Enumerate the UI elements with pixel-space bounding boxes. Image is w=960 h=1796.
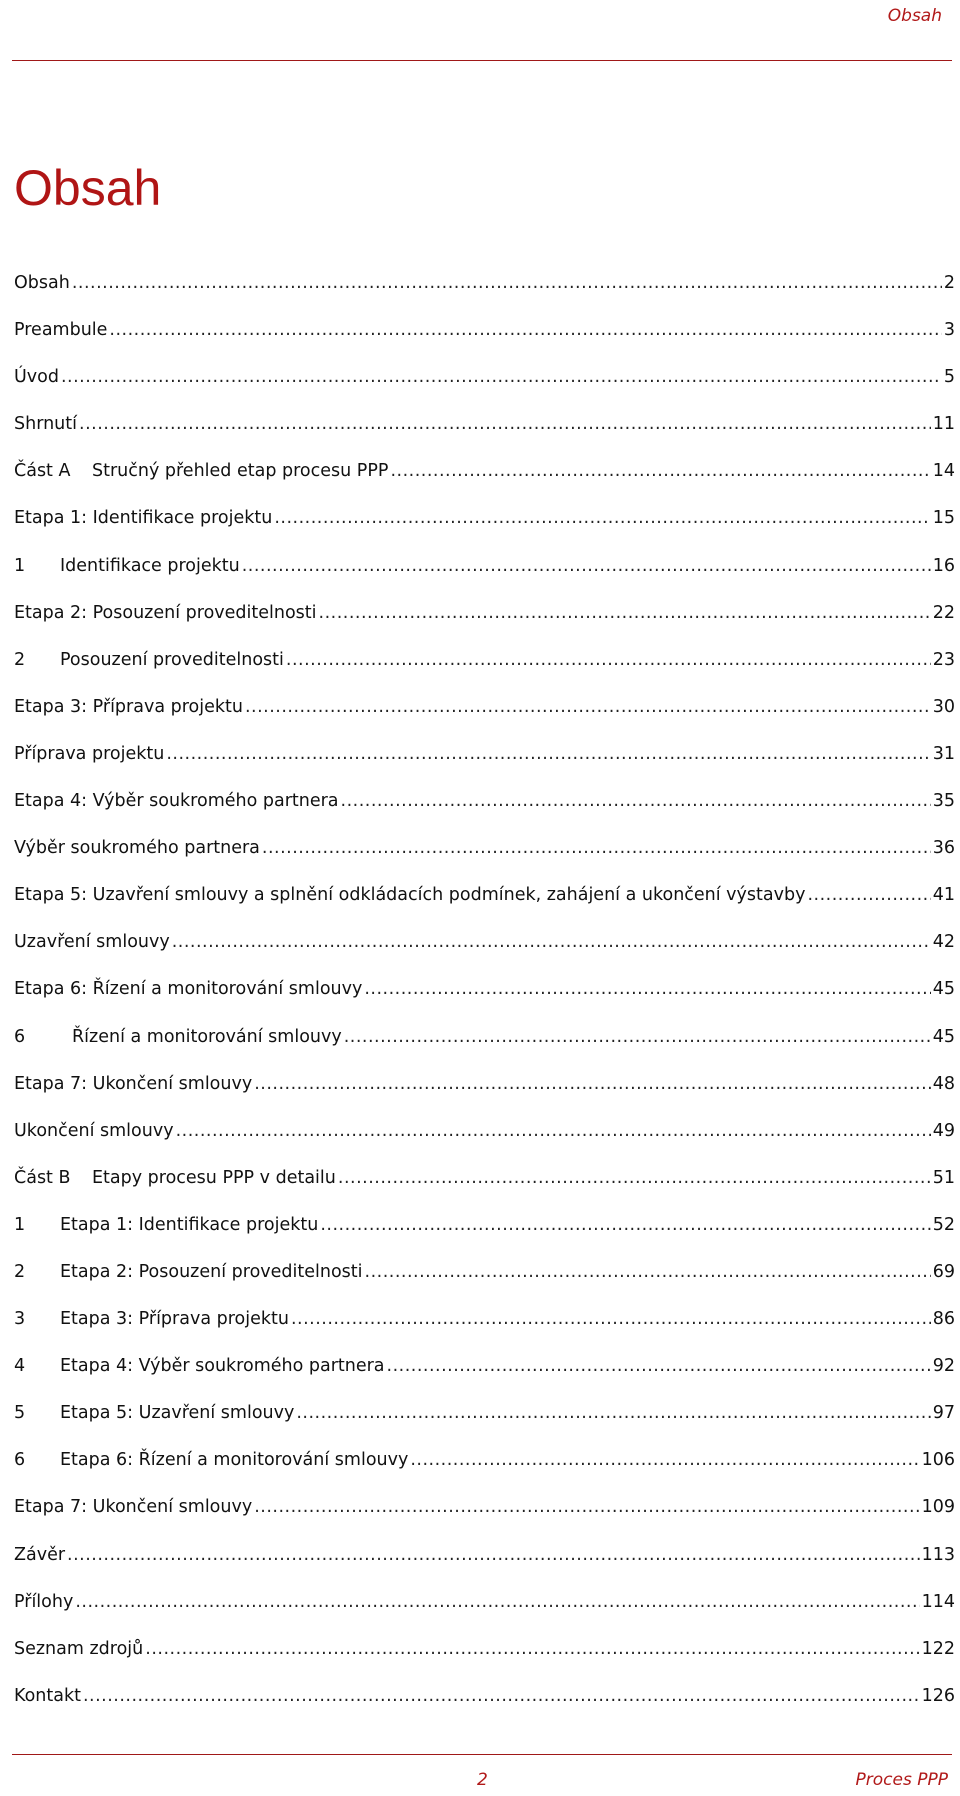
toc-entry-page: 86: [932, 1309, 955, 1330]
toc-entry[interactable]: [14, 648, 955, 695]
running-header-title: Obsah: [887, 6, 942, 26]
toc-dot-leader: [145, 1637, 919, 1661]
toc-entry-page: 3: [943, 320, 955, 341]
toc-entry[interactable]: [14, 1543, 955, 1590]
toc-entry-page: 106: [921, 1450, 955, 1471]
toc-dot-leader: [296, 1401, 930, 1425]
toc-dot-leader: [341, 789, 931, 813]
toc-entry-title: Etapa 1: Identifikace projektu: [14, 508, 273, 529]
toc-entry[interactable]: [14, 1637, 955, 1684]
toc-entry[interactable]: [14, 506, 955, 553]
toc-entry[interactable]: [14, 1213, 955, 1260]
toc-entry-title: Etapy procesu PPP v detailu: [92, 1167, 336, 1188]
toc-dot-leader: [176, 1119, 931, 1143]
toc-entry[interactable]: [14, 1260, 955, 1307]
toc-dot-leader: [83, 1684, 920, 1708]
toc-entry-page: 109: [921, 1497, 955, 1518]
toc-entry-number: 6: [14, 1450, 26, 1471]
toc-entry-number: Část A: [14, 461, 71, 482]
toc-entry-number: 4: [14, 1356, 26, 1377]
toc-entry[interactable]: [14, 601, 955, 648]
toc-dot-leader: [320, 1213, 930, 1237]
toc-entry-page: 31: [932, 743, 955, 764]
toc-entry-page: 5: [943, 367, 955, 388]
toc-entry-title: Posouzení proveditelnosti: [60, 649, 284, 670]
toc-entry-title: Uzavření smlouvy: [14, 932, 170, 953]
toc-entry[interactable]: [14, 1448, 955, 1495]
toc-dot-leader: [291, 1307, 931, 1331]
toc-entry[interactable]: [14, 1354, 955, 1401]
toc-dot-leader: [365, 1260, 931, 1284]
toc-entry-page: 2: [943, 273, 955, 293]
toc-entry-title: Etapa 5: Uzavření smlouvy: [60, 1403, 295, 1424]
toc-entry-page: 14: [932, 461, 955, 482]
toc-dot-leader: [61, 365, 942, 389]
toc-entry-title: Úvod: [14, 367, 59, 388]
toc-dot-leader: [254, 1495, 919, 1519]
toc-dot-leader: [245, 695, 931, 719]
toc-entry-title: Závěr: [14, 1544, 66, 1565]
toc-entry-title: Obsah: [14, 273, 70, 293]
toc-entry-number: 2: [14, 1261, 26, 1282]
toc-entry[interactable]: [14, 554, 955, 601]
toc-dot-leader: [72, 271, 942, 295]
toc-entry-page: 42: [932, 932, 955, 953]
toc-entry-title: Shrnutí: [14, 414, 77, 435]
toc-dot-leader: [364, 977, 930, 1001]
toc-entry-title: Etapa 3: Příprava projektu: [60, 1309, 289, 1330]
toc-dot-leader: [807, 883, 930, 907]
toc-entry-title: Etapa 6: Řízení a monitorování smlouvy: [14, 979, 363, 1000]
toc-entry-page: 126: [921, 1685, 955, 1706]
toc-dot-leader: [242, 554, 931, 578]
toc-entry[interactable]: [14, 271, 955, 318]
table-of-contents: [14, 271, 955, 1731]
toc-entry-page: 114: [921, 1591, 955, 1612]
toc-entry-title: Identifikace projektu: [60, 555, 240, 576]
toc-entry-title: Etapa 7: Ukončení smlouvy: [14, 1073, 253, 1094]
toc-entry[interactable]: [14, 695, 955, 742]
toc-entry-page: 36: [932, 838, 955, 859]
toc-dot-leader: [254, 1072, 931, 1096]
toc-heading: Obsah: [14, 160, 162, 216]
toc-dot-leader: [410, 1448, 919, 1472]
toc-entry-title: Etapa 2: Posouzení proveditelnosti: [60, 1261, 363, 1282]
toc-entry-title: Preambule: [14, 320, 108, 341]
toc-dot-leader: [387, 1354, 931, 1378]
toc-entry-number: 3: [14, 1309, 26, 1330]
toc-entry-page: 22: [932, 602, 955, 623]
toc-entry-title: Ukončení smlouvy: [14, 1120, 174, 1141]
toc-entry[interactable]: [14, 1119, 955, 1166]
toc-entry-number: 1: [14, 555, 26, 576]
footer-page-number: 2: [477, 1770, 488, 1790]
toc-entry-title: Etapa 4: Výběr soukromého partnera: [60, 1356, 385, 1377]
toc-entry-title: Kontakt: [14, 1685, 81, 1706]
toc-entry-number: 2: [14, 649, 26, 670]
toc-entry-page: 92: [932, 1356, 955, 1377]
toc-entry[interactable]: [14, 789, 955, 836]
toc-entry-page: 97: [932, 1403, 955, 1424]
toc-dot-leader: [172, 930, 931, 954]
toc-entry-page: 35: [932, 791, 955, 812]
header-rule: [12, 60, 952, 61]
toc-dot-leader: [319, 601, 931, 625]
toc-entry-title: Etapa 5: Uzavření smlouvy a splnění odkládacích podmínek, zahájení a ukončení výstavby: [14, 885, 806, 906]
toc-entry-page: 41: [932, 885, 955, 906]
toc-entry-title: Přílohy: [14, 1591, 74, 1612]
toc-entry-number: 5: [14, 1403, 26, 1424]
toc-entry-number: Část B: [14, 1167, 71, 1188]
toc-entry-page: 51: [932, 1167, 955, 1188]
toc-entry-page: 52: [932, 1214, 955, 1235]
toc-entry-page: 15: [932, 508, 955, 529]
toc-dot-leader: [166, 742, 930, 766]
toc-entry[interactable]: [14, 1307, 955, 1354]
toc-dot-leader: [338, 1166, 931, 1190]
toc-entry[interactable]: [14, 836, 955, 883]
toc-entry[interactable]: [14, 1590, 955, 1637]
toc-dot-leader: [390, 459, 930, 483]
toc-dot-leader: [274, 506, 930, 530]
toc-entry[interactable]: [14, 459, 955, 506]
toc-entry-page: 11: [932, 414, 955, 435]
toc-entry-number: 1: [14, 1214, 26, 1235]
toc-dot-leader: [262, 836, 931, 860]
toc-entry-page: 122: [921, 1638, 955, 1659]
toc-entry[interactable]: [14, 883, 955, 930]
toc-entry-page: 69: [932, 1261, 955, 1282]
toc-entry-title: Etapa 6: Řízení a monitorování smlouvy: [60, 1450, 409, 1471]
toc-entry[interactable]: [14, 365, 955, 412]
toc-entry[interactable]: [14, 930, 955, 977]
toc-dot-leader: [75, 1590, 919, 1614]
toc-entry-title: Příprava projektu: [14, 743, 165, 764]
footer-document-title: Proces PPP: [855, 1770, 948, 1790]
toc-entry[interactable]: [14, 1025, 955, 1072]
toc-dot-leader: [344, 1025, 931, 1049]
toc-entry-title: Stručný přehled etap procesu PPP: [92, 461, 389, 482]
toc-entry-page: 49: [932, 1120, 955, 1141]
toc-entry-page: 30: [932, 696, 955, 717]
toc-entry[interactable]: [14, 1072, 955, 1119]
toc-entry-title: Etapa 7: Ukončení smlouvy: [14, 1497, 253, 1518]
toc-entry[interactable]: [14, 318, 955, 365]
toc-entry-title: Etapa 4: Výběr soukromého partnera: [14, 791, 339, 812]
toc-entry-title: Seznam zdrojů: [14, 1638, 144, 1659]
toc-entry-page: 16: [932, 555, 955, 576]
toc-entry-title: Etapa 3: Příprava projektu: [14, 696, 243, 717]
toc-entry[interactable]: [14, 742, 955, 789]
toc-entry[interactable]: [14, 1166, 955, 1213]
toc-entry-page: 45: [932, 979, 955, 1000]
toc-dot-leader: [67, 1543, 920, 1567]
toc-entry-title: Výběr soukromého partnera: [14, 838, 260, 859]
toc-entry[interactable]: [14, 1401, 955, 1448]
toc-entry[interactable]: [14, 1684, 955, 1731]
toc-entry-page: 23: [932, 649, 955, 670]
toc-entry-page: 48: [932, 1073, 955, 1094]
toc-entry[interactable]: [14, 977, 955, 1024]
toc-dot-leader: [109, 318, 941, 342]
toc-entry-title: Etapa 1: Identifikace projektu: [60, 1214, 319, 1235]
toc-entry-number: 6: [14, 1026, 26, 1047]
toc-entry-title: Etapa 2: Posouzení proveditelnosti: [14, 602, 317, 623]
toc-entry[interactable]: [14, 1495, 955, 1542]
toc-dot-leader: [286, 648, 931, 672]
toc-entry-page: 113: [921, 1544, 955, 1565]
toc-entry[interactable]: [14, 412, 955, 459]
toc-entry-page: 45: [932, 1026, 955, 1047]
toc-dot-leader: [79, 412, 931, 436]
toc-entry-title: Řízení a monitorování smlouvy: [72, 1026, 342, 1047]
footer-rule: [12, 1754, 952, 1755]
